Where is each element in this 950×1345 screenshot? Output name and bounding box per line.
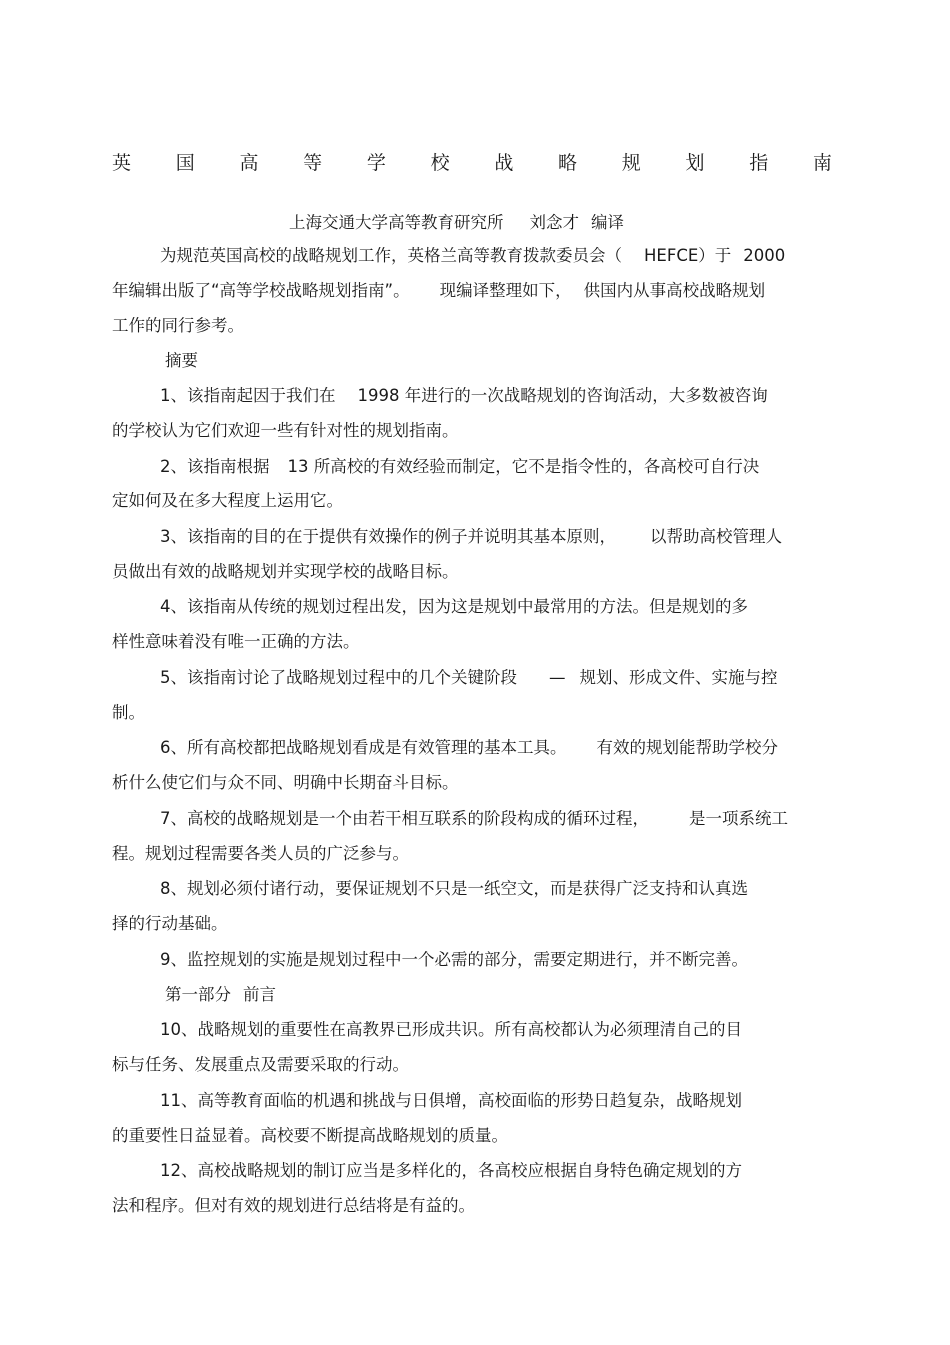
- text-span: 2000: [743, 246, 786, 265]
- text-span: 有效的规划能帮助学校分: [596, 738, 778, 757]
- text-span: 1998 年进行的一次战略规划的咨询活动，大多数被咨询: [357, 386, 768, 405]
- text-span: 年编辑出版了“高等学校战略规划指南”。: [112, 281, 410, 300]
- document-title: [112, 150, 832, 176]
- paragraph-line: 11、高等教育面临的机遇和挑战与日俱增，高校面临的形势日趋复杂，战略规划: [160, 1091, 742, 1110]
- text-span: 5、该指南讨论了战略规划过程中的几个关键阶段: [160, 668, 517, 687]
- paragraph-line: 的重要性日益显着。高校要不断提高战略规划的质量。: [112, 1126, 508, 1145]
- text-span: —: [549, 668, 566, 687]
- paragraph-line: 程。规划过程需要各类人员的广泛参与。: [112, 844, 409, 863]
- byline-author: 刘念才: [529, 213, 579, 232]
- title-char: 指: [749, 152, 769, 174]
- title-char: 南: [812, 152, 832, 174]
- paragraph-line: 制。: [112, 703, 145, 722]
- paragraph-line: 员做出有效的战略规划并实现学校的战略目标。: [112, 562, 459, 581]
- intro-line: 工作的同行参考。: [112, 316, 244, 335]
- text-span: 现编译整理如下，: [439, 281, 572, 300]
- paragraph-line: 10、战略规划的重要性在高教界已形成共识。所有高校都认为必须理清自己的目: [160, 1020, 742, 1039]
- text-span: 7、高校的战略规划是一个由若干相互联系的阶段构成的循环过程，: [160, 809, 649, 828]
- title-char: 战: [494, 152, 514, 174]
- paragraph-line: 9、监控规划的实施是规划过程中一个必需的部分，需要定期进行，并不断完善。: [160, 950, 748, 969]
- paragraph-line: 析什么使它们与众不同、明确中长期奋斗目标。: [112, 773, 459, 792]
- text-span: 6、所有高校都把战略规划看成是有效管理的基本工具。: [160, 738, 567, 757]
- byline-institution: 上海交通大学高等教育研究所: [289, 213, 504, 232]
- paragraph-line: 标与任务、发展重点及需要采取的行动。: [112, 1055, 409, 1074]
- paragraph-line: 4、该指南从传统的规划过程出发，因为这是规划中最常用的方法。但是规划的多: [160, 597, 748, 616]
- byline: [289, 212, 624, 234]
- title-char: 划: [685, 152, 705, 174]
- intro-line: [160, 245, 785, 267]
- paragraph-line: 法和程序。但对有效的规划进行总结将是有益的。: [112, 1196, 475, 1215]
- text-span: 以帮助高校管理人: [650, 527, 782, 546]
- text-span: ）于: [698, 246, 732, 265]
- text-span: 第一部分: [165, 985, 231, 1004]
- title-char: 学: [366, 152, 386, 174]
- title-char: 规: [621, 152, 641, 174]
- paragraph-line: 8、规划必须付诸行动，要保证规划不只是一纸空文，而是获得广泛支持和认真选: [160, 879, 748, 898]
- abstract-heading: 摘要: [165, 351, 198, 370]
- text-span: 是一项系统工: [689, 809, 788, 828]
- byline-role: 编译: [591, 213, 624, 232]
- paragraph-line: 12、高校战略规划的制订应当是多样化的，各高校应根据自身特色确定规划的方: [160, 1161, 742, 1180]
- paragraph-line: [160, 667, 778, 689]
- title-char: 高: [239, 152, 259, 174]
- title-char: 国: [175, 152, 195, 174]
- title-char: 略: [558, 152, 578, 174]
- text-span: 2、该指南根据: [160, 457, 270, 476]
- text-span: 13 所高校的有效经验而制定，它不是指令性的，各高校可自行决: [287, 457, 760, 476]
- text-span: 前言: [243, 985, 276, 1004]
- title-char: 等: [303, 152, 323, 174]
- text-span: 规划、形成文件、实施与控: [579, 668, 778, 687]
- title-char: 校: [430, 152, 450, 174]
- paragraph-line: 的学校认为它们欢迎一些有针对性的规划指南。: [112, 421, 459, 440]
- paragraph-line: [160, 737, 778, 759]
- intro-line: [112, 280, 765, 302]
- text-span: HEFCE: [644, 246, 699, 265]
- paragraph-line: [160, 456, 759, 478]
- paragraph-line: [160, 385, 768, 407]
- part1-heading: [165, 984, 276, 1006]
- title-char: 英: [112, 152, 132, 174]
- text-span: 3、该指南的目的在于提供有效操作的例子并说明其基本原则，: [160, 527, 616, 546]
- paragraph-line: 择的行动基础。: [112, 914, 228, 933]
- text-span: 供国内从事高校战略规划: [583, 281, 766, 300]
- paragraph-line: 样性意味着没有唯一正确的方法。: [112, 632, 360, 651]
- paragraph-line: [160, 808, 788, 830]
- text-span: 1、该指南起因于我们在: [160, 386, 336, 405]
- paragraph-line: [160, 526, 782, 548]
- paragraph-line: 定如何及在多大程度上运用它。: [112, 491, 343, 510]
- text-span: 为规范英国高校的战略规划工作，英格兰高等教育拨款委员会（: [160, 246, 622, 265]
